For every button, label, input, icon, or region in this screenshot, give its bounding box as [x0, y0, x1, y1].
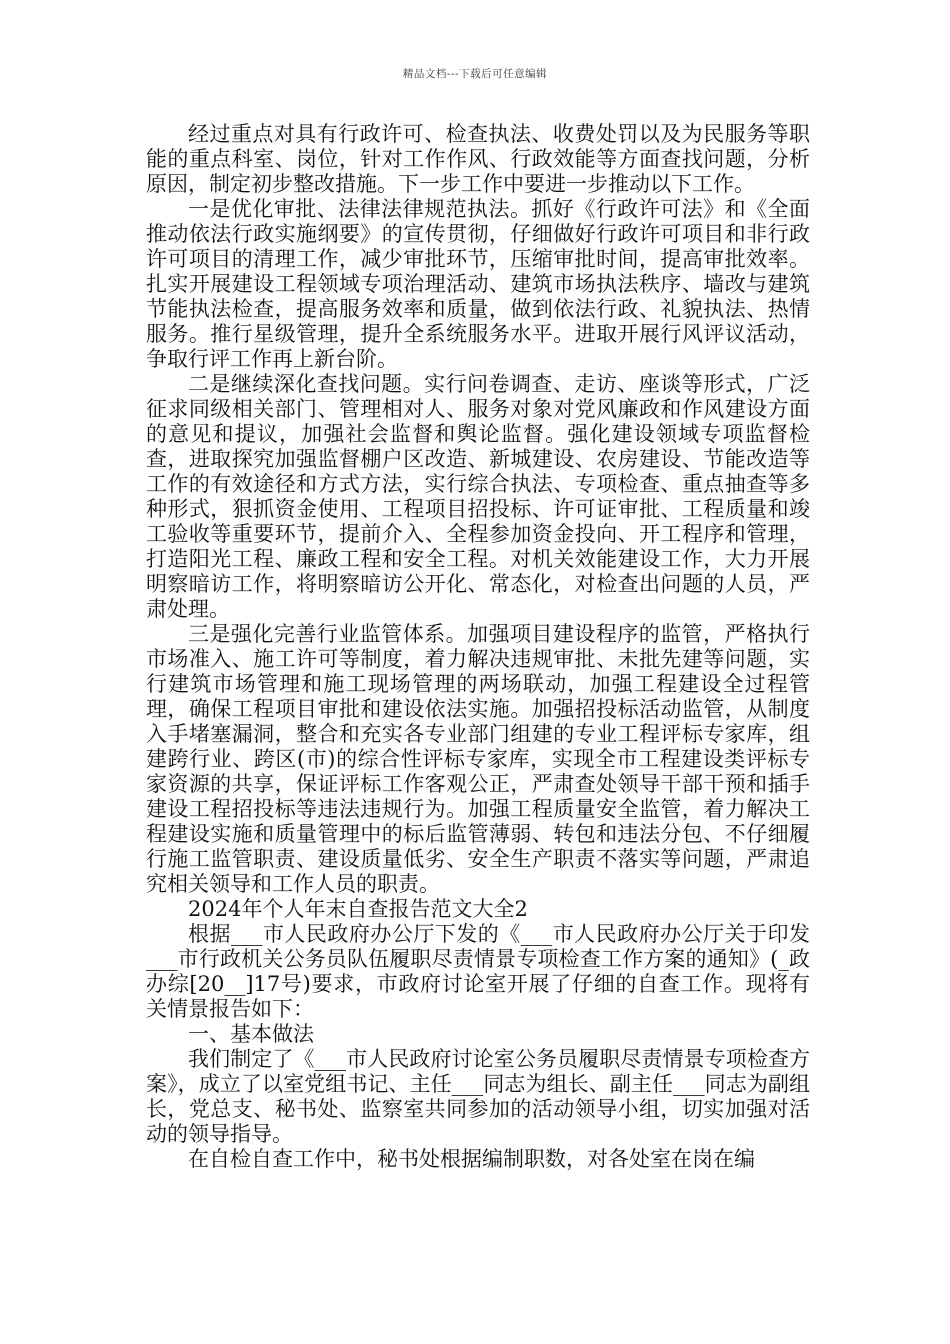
paragraph: 我们制定了《___市人民政府讨论室公务员履职尽责情景专项检查方案》，成立了以室党组书记、主任___同志为组长、副主任___同志为副组长，党总支、秘书处、监察室共同参加的活动领导小组，切实加强对活动的领导指导。	[146, 1047, 810, 1146]
paragraph: 在自检自查工作中，秘书处根据编制职数，对各处室在岗在编	[188, 1147, 755, 1171]
paragraph: 二是继续深化查找问题。实行问卷调查、走访、座谈等形式，广泛征求同级相关部门、管理相对人、服务对象对党风廉政和作风建设方面的意见和提议，加强社会监督和舆论监督。强化建设领域专项监督检查，进取探究加强监督棚户区改造、新城建设、农房建设、节能改造等工作的有效途径和方式方法，实行综合执法、专项检查、重点抽查等多种形式，狠抓资金使用、工程项目招投标、许可证审批、工程质量和竣工验收等重要环节，提前介入、全程参加资金投向、开工程序和管理，打造阳光工程、廉政工程和安全工程。对机关效能建设工作，大力开展明察暗访工作，将明察暗访公开化、常态化，对检查出问题的人员，严肃处理。	[146, 372, 810, 621]
paragraph: 一是优化审批、法律法律规范执法。抓好《行政许可法》和《全面推动依法行政实施纲要》的宣传贯彻，仔细做好行政许可项目和非行政许可项目的清理工作，减少审批环节，压缩审批时间，提高审批效率。扎实开展建设工程领域专项治理活动、建筑市场执法秩序、墙改与建筑节能执法检查，提高服务效率和质量，做到依法行政、礼貌执法、热情服务。推行星级管理，提升全系统服务水平。进取开展行风评议活动，争取行评工作再上新台阶。	[146, 197, 810, 371]
paragraph: 三是强化完善行业监管体系。加强项目建设程序的监管，严格执行市场准入、施工许可等制度，着力解决违规审批、未批先建等问题，实行建筑市场管理和施工现场管理的两场联动，加强工程建设全过程管理，确保工程项目审批和建设依法实施。加强招投标活动监管，从制度入手堵塞漏洞，整合和充实各专业部门组建的专业工程评标专家库，组建跨行业、跨区(市)的综合性评标专家库，实现全市工程建设类评标专家资源的共享，保证评标工作客观公正，严肃查处领导干部干预和插手建设工程招投标等违法违规行为。加强工程质量安全监管，着力解决工程建设实施和质量管理中的标后监管薄弱、转包和违法分包、不仔细履行施工监管职责、建设质量低劣、安全生产职责不落实等问题，严肃追究相关领导和工作人员的职责。	[146, 622, 810, 896]
page-header: 精品文档---下载后可任意编辑	[402, 68, 548, 80]
paragraph: 经过重点对具有行政许可、检查执法、收费处罚以及为民服务等职能的重点科室、岗位，针对工作作风、行政效能等方面查找问题，分析原因，制定初步整改措施。下一步工作中要进一步推动以下工作。	[146, 122, 810, 196]
section-heading: 一、基本做法	[188, 1022, 314, 1046]
section-title: 2024年个人年末自查报告范文大全2	[188, 897, 528, 921]
document-body	[146, 122, 810, 1172]
paragraph: 根据___市人民政府办公厅下发的《___市人民政府办公厅关于印发___市行政机关公务员队伍履职尽责情景专项检查工作方案的通知》(_政办综[20__]17号)要求，市政府讨论室开展了仔细的自查工作。现将有关情景报告如下：	[146, 922, 810, 1021]
